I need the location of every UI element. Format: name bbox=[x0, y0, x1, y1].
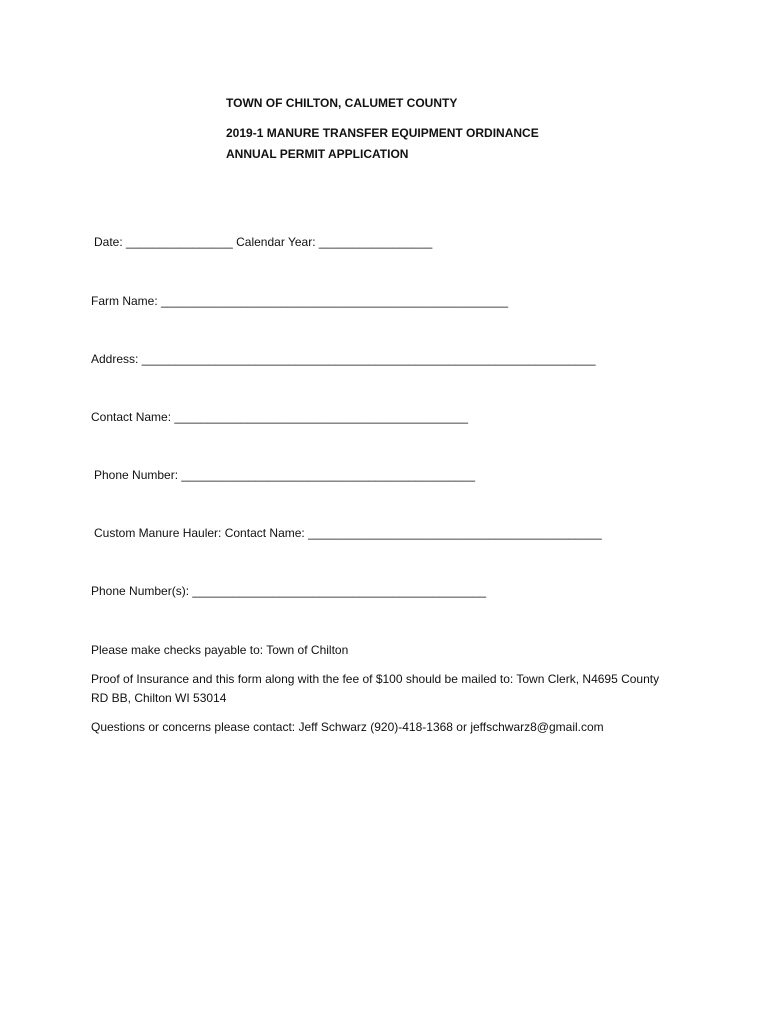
farm-name-line: Farm Name: ____________________________________________________ bbox=[91, 294, 509, 308]
questions-contact-text: Questions or concerns please contact: Jeff Schwarz (920)-418-1368 or jeffschwarz8@gmail.com bbox=[91, 720, 604, 734]
checks-payable-text: Please make checks payable to: Town of Chilton bbox=[91, 643, 349, 657]
phone-numbers-line: Phone Number(s): ____________________________________________ bbox=[91, 584, 487, 598]
application-heading: ANNUAL PERMIT APPLICATION bbox=[226, 147, 409, 161]
ordinance-heading: 2019-1 MANURE TRANSFER EQUIPMENT ORDINANCE bbox=[226, 126, 539, 140]
town-heading: TOWN OF CHILTON, CALUMET COUNTY bbox=[226, 96, 458, 110]
custom-manure-hauler-line: Custom Manure Hauler: Contact Name: ____________________________________________ bbox=[94, 526, 602, 540]
address-line: Address: ____________________________________________________________________ bbox=[91, 352, 596, 366]
proof-of-insurance-text: Proof of Insurance and this form along with the fee of $100 should be mailed to: Town Clerk, N4695 County RD BB, Chilton WI 53014 bbox=[91, 672, 660, 705]
date-calendar-year-line: Date: ________________ Calendar Year: _________________ bbox=[94, 235, 433, 249]
phone-number-line: Phone Number: ____________________________________________ bbox=[94, 468, 476, 482]
contact-name-line: Contact Name: ____________________________________________ bbox=[91, 410, 469, 424]
